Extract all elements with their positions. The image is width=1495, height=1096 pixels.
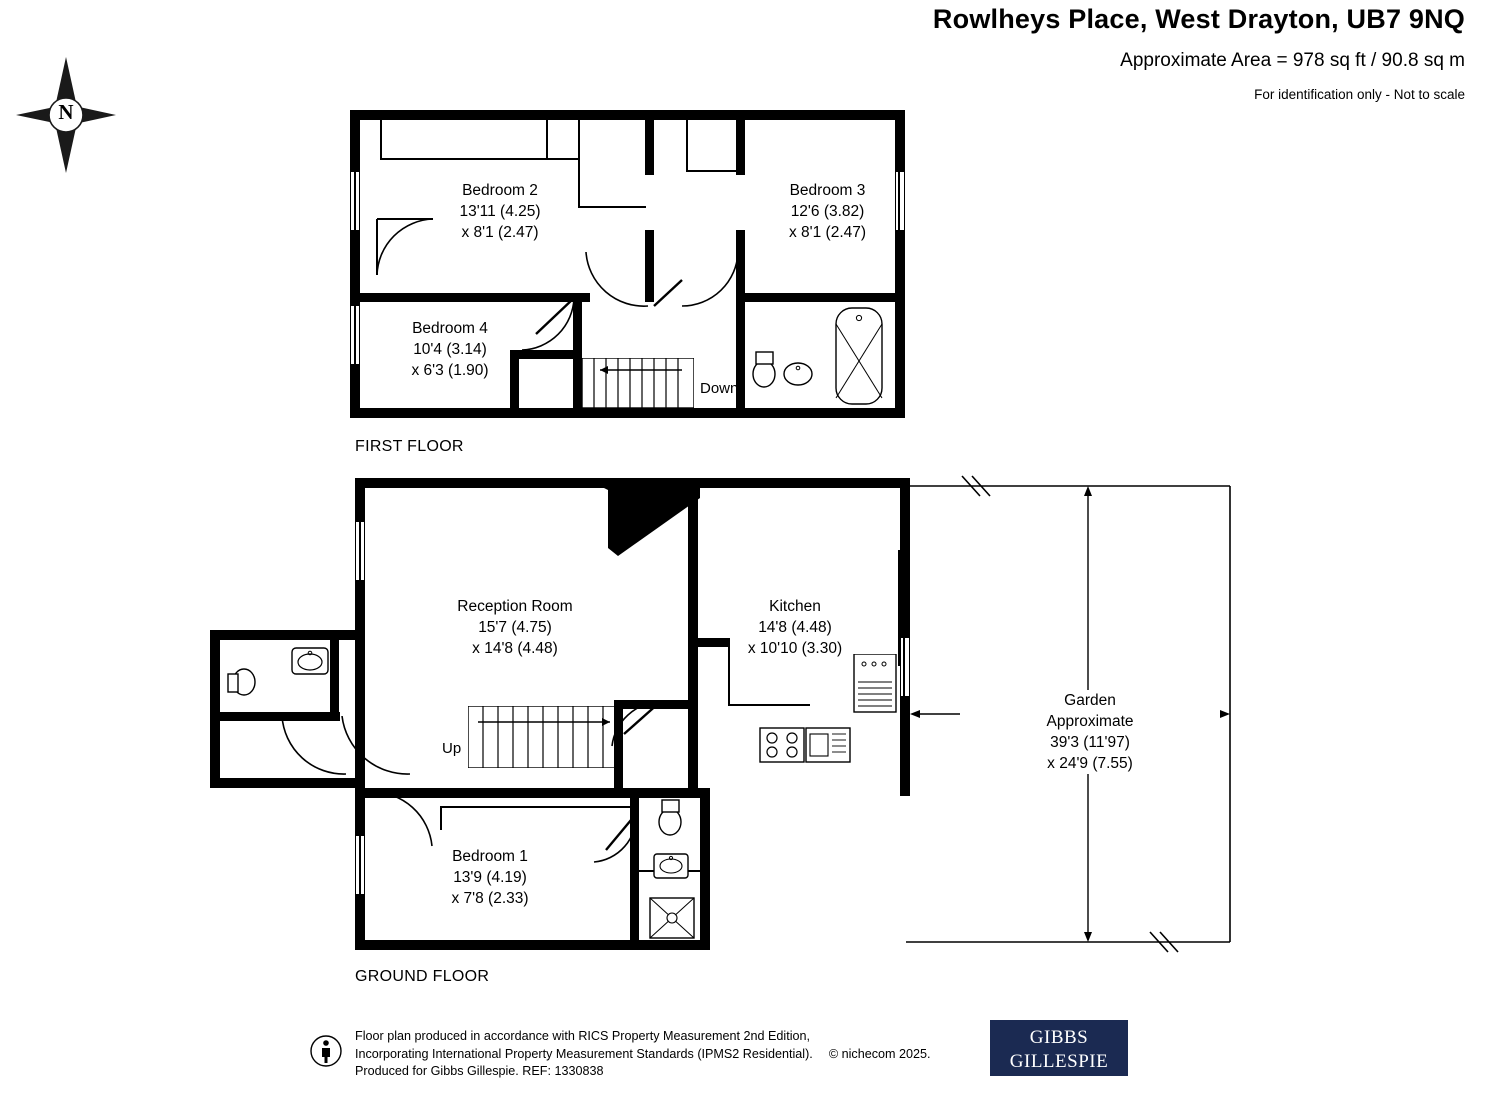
wall-porch-bottom (210, 778, 365, 788)
wall-porch-left (210, 630, 220, 788)
bedroom3-dim2: x 8'1 (2.47) (788, 224, 867, 241)
bedroom2-dim1: 13'11 (4.25) (459, 203, 541, 220)
bedroom2-dim2: x 8'1 (2.47) (461, 224, 539, 241)
bathroom-fixtures-first (746, 302, 894, 408)
door-hall-front (340, 716, 414, 778)
room-label-bedroom1 (390, 846, 590, 909)
kitchen-name: Kitchen (769, 598, 821, 615)
stairs-down-label: Down (700, 380, 739, 397)
ground-floor-label: GROUND FLOOR (355, 968, 490, 985)
reception-dim2: x 14'8 (4.48) (472, 640, 558, 657)
bedroom4-dim2: x 6'3 (1.90) (411, 362, 489, 379)
garden-dim2: x 24'9 (7.55) (1047, 755, 1133, 772)
ground-floor-plan (210, 478, 910, 960)
kitchen-dim1: 14'8 (4.48) (758, 619, 832, 636)
bedroom4-dim1: 10'4 (3.14) (413, 341, 487, 358)
identification-note: For identification only - Not to scale (1254, 87, 1465, 102)
footer-line-3: Produced for Gibbs Gillespie. REF: 1330838 (355, 1064, 604, 1078)
bedroom2-name: Bedroom 2 (462, 182, 538, 199)
approximate-area-text: Approximate Area = 978 sq ft / 90.8 sq m (1120, 50, 1465, 71)
bedroom3-name: Bedroom 3 (789, 182, 866, 199)
garden-area (900, 460, 1240, 960)
wall-first-bottom (350, 408, 905, 418)
logo-line-1: GIBBS (1029, 1027, 1089, 1048)
door-wc-ground (588, 810, 638, 866)
wall-bathroom-top (736, 293, 896, 302)
ground-wc-fixtures (642, 796, 704, 940)
footer-disclaimer (355, 1028, 931, 1081)
footer-line-1: Floor plan produced in accordance with RICS Property Measurement 2nd Edition, (355, 1029, 811, 1043)
info-person-icon (309, 1032, 343, 1070)
porch-wc-fixtures (222, 640, 332, 712)
cupboard-line-7 (686, 170, 738, 172)
bedroom4-name: Bedroom 4 (412, 320, 488, 337)
gibbs-gillespie-logo (990, 1020, 1128, 1076)
window-line-bedroom1-left (359, 836, 361, 894)
room-label-bedroom2 (410, 180, 590, 243)
reception-name: Reception Room (457, 598, 573, 615)
door-landing-main (582, 250, 652, 310)
garden-sub: Approximate (1046, 713, 1134, 730)
stairs-up-label: Up (442, 740, 462, 757)
hall-diagonal-wall (600, 486, 700, 564)
bedroom1-line-left (440, 806, 442, 830)
footer-copyright: © nichecom 2025. (828, 1046, 931, 1061)
cupboard-line-2 (380, 120, 382, 158)
door-landing-small (650, 278, 684, 312)
logo-line-2: GILLESPIE (1009, 1051, 1109, 1072)
door-bedroom1 (370, 790, 436, 848)
first-floor-label: FIRST FLOOR (355, 438, 464, 455)
room-label-kitchen (710, 596, 880, 659)
page-title: Rowlheys Place, West Drayton, UB7 9NQ (932, 4, 1465, 34)
cupboard-line-6 (686, 120, 688, 172)
cupboard-line-1 (380, 158, 580, 160)
staircase-ground-floor (468, 706, 620, 768)
wall-landing-bedroom3 (736, 120, 745, 175)
reception-dim1: 15'7 (4.75) (478, 619, 552, 636)
room-label-reception (400, 596, 630, 659)
compass-north-letter: N (58, 100, 74, 124)
bedroom3-dim1: 12'6 (3.82) (790, 203, 865, 220)
first-floor-plan (350, 110, 910, 425)
wall-bedroom2-landing (645, 120, 654, 175)
room-label-bedroom4 (360, 318, 540, 381)
staircase-first-floor (582, 358, 694, 408)
garden-name: Garden (1064, 692, 1116, 709)
door-reception-hall (608, 700, 664, 750)
window-line-left-lower (354, 306, 356, 364)
porch-line-top (254, 632, 308, 636)
kitchen-fixtures (750, 654, 900, 774)
room-label-garden (960, 690, 1220, 774)
compass-rose (14, 55, 118, 175)
wall-bedroom1-bottom (355, 940, 710, 950)
bedroom1-line-top (440, 806, 630, 808)
wall-first-left (350, 110, 360, 418)
room-label-bedroom3 (745, 180, 910, 243)
window-line-left-upper (354, 172, 356, 230)
bedroom1-dim1: 13'9 (4.19) (453, 869, 527, 886)
bedroom1-dim2: x 7'8 (2.33) (451, 890, 529, 907)
garden-dim1: 39'3 (11'97) (1050, 734, 1130, 751)
bedroom1-name: Bedroom 1 (452, 848, 528, 865)
cupboard-line-3 (546, 120, 548, 158)
window-line-ground-left-upper (359, 522, 361, 580)
wall-first-top (350, 110, 905, 120)
door-bedroom3-landing (680, 250, 742, 310)
footer-line-2: Incorporating International Property Measurement Standards (IPMS2 Residential). (355, 1046, 813, 1061)
kitchen-dim2: x 10'10 (3.30) (747, 640, 843, 657)
wall-first-right (895, 110, 905, 418)
